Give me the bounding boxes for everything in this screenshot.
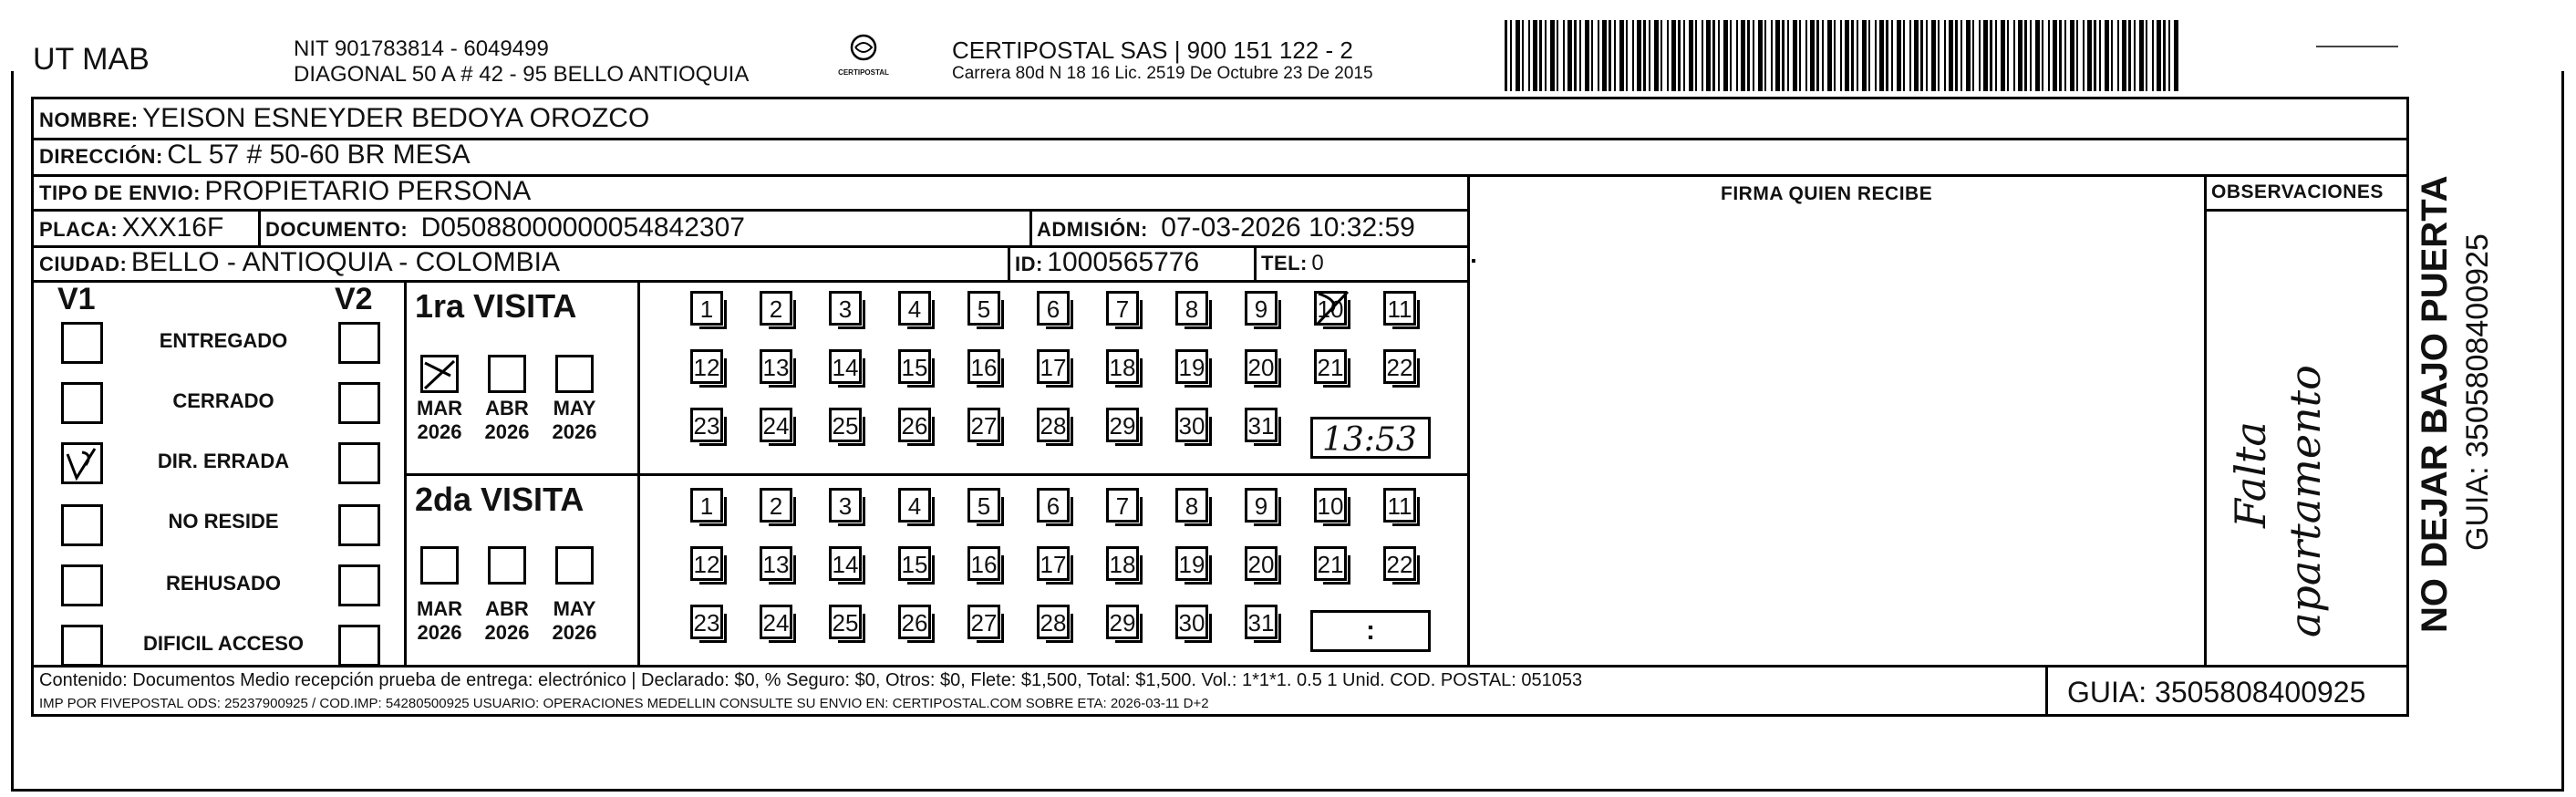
rule [637, 280, 640, 665]
v2-label: V2 [335, 282, 373, 316]
visita1-month-abr-box[interactable] [488, 355, 526, 393]
direccion-label: DIRECCIÓN: [39, 145, 163, 168]
status-no-reside: NO RESIDE [168, 510, 279, 533]
side-guia: GUIA: 3505808400925 [2460, 233, 2495, 551]
visita1-month-may: MAY 2026 [552, 397, 597, 443]
visita2-day-29[interactable]: 29 [1106, 605, 1139, 639]
logo-icon [845, 33, 882, 64]
side-warning: NO DEJAR BAJO PUERTA [2415, 175, 2455, 633]
visita1-time-box[interactable] [1310, 417, 1431, 459]
top-right-dash [2316, 46, 2398, 47]
visita2-day-14[interactable]: 14 [829, 546, 862, 581]
rule [1008, 245, 1010, 280]
handwritten-note-1: Falta [2226, 421, 2275, 528]
nombre-label: NOMBRE: [39, 109, 139, 131]
firma-label: FIRMA QUIEN RECIBE [1721, 183, 1933, 204]
admision-label: ADMISIÓN: [1037, 218, 1148, 241]
visita2-month-may: MAY 2026 [552, 597, 597, 644]
observaciones-label: OBSERVACIONES [2211, 181, 2384, 202]
visita2-day-21[interactable]: 21 [1314, 546, 1347, 581]
visita1-month-mar-box[interactable] [420, 355, 459, 393]
status-entregado: ENTREGADO [159, 329, 288, 352]
check-mark-icon [64, 445, 100, 481]
visita1-day-13[interactable]: 13 [760, 349, 792, 384]
visita2-day-20[interactable]: 20 [1245, 546, 1278, 581]
rule [34, 209, 1469, 212]
documento-row [265, 212, 745, 243]
id-label: ID: [1015, 253, 1043, 275]
status-cerrado: CERRADO [172, 389, 274, 412]
visita2-day-28[interactable]: 28 [1037, 605, 1070, 639]
visita1-day-5[interactable]: 5 [967, 291, 1000, 326]
visita2-day-9[interactable]: 9 [1245, 488, 1278, 523]
tipo-row [39, 176, 531, 207]
visita1-day-1[interactable]: 1 [690, 291, 723, 326]
visita2-day-12[interactable]: 12 [690, 546, 723, 581]
visita2-day-27[interactable]: 27 [967, 605, 1000, 639]
placa-row [39, 212, 223, 243]
nombre-row [39, 103, 649, 134]
visita2-day-13[interactable]: 13 [760, 546, 792, 581]
visita2-day-5[interactable]: 5 [967, 488, 1000, 523]
visita1-day-24[interactable]: 24 [760, 408, 792, 442]
direccion-value: CL 57 # 50-60 BR MESA [167, 140, 471, 170]
visita2-day-30[interactable]: 30 [1175, 605, 1208, 639]
documento-label: DOCUMENTO: [265, 218, 409, 241]
visita2-title: 2da VISITA [415, 481, 585, 518]
tel-label: TEL: [1261, 252, 1308, 274]
visita1-day-14[interactable]: 14 [829, 349, 862, 384]
visita1-month-mar: MAR 2026 [416, 397, 463, 443]
rule [2204, 174, 2207, 665]
visita1-day-31[interactable]: 31 [1245, 408, 1278, 442]
visita2-day-18[interactable]: 18 [1106, 546, 1139, 581]
tel-value: 0 [1311, 251, 1324, 275]
id-value: 1000565776 [1047, 247, 1200, 277]
rule [34, 280, 1469, 283]
visita2-day-1[interactable]: 1 [690, 488, 723, 523]
v2-checkbox-no-reside[interactable] [338, 504, 380, 546]
shipping-form [31, 97, 2409, 717]
visita2-time-box[interactable] [1310, 610, 1431, 652]
ciudad-value: BELLO - ANTIOQUIA - COLOMBIA [130, 247, 560, 277]
tipo-value: PROPIETARIO PERSONA [204, 176, 532, 206]
direccion-row [39, 140, 471, 171]
tel-row [1261, 251, 1324, 276]
visita1-day-18[interactable]: 18 [1106, 349, 1139, 384]
id-row [1015, 247, 1199, 278]
rule [34, 665, 2406, 668]
v1-checkbox-dir-errada[interactable] [61, 442, 103, 484]
v2-checkbox-cerrado[interactable] [338, 382, 380, 424]
visita1-day-30[interactable]: 30 [1175, 408, 1208, 442]
footer-imp: IMP POR FIVEPOSTAL ODS: 25237900925 / COD.IMP: 54280500925 USUARIO: OPERACIONES MEDELLIN CONSULTE SU ENVIO EN: CERTIPOSTAL.COM SOBRE ETA: 2026-03-11 D+2 [39, 696, 1209, 711]
v1-checkbox-entregado[interactable] [61, 322, 103, 364]
visita1-day-10[interactable]: 10 [1314, 291, 1347, 326]
v2-checkbox-dificil-acceso[interactable] [338, 625, 380, 667]
visita1-day-16[interactable]: 16 [967, 349, 1000, 384]
carrier-license: Carrera 80d N 18 16 Lic. 2519 De Octubre 23 De 2015 [952, 64, 1373, 83]
visita2-day-2[interactable]: 2 [760, 488, 792, 523]
cross-mark-icon [1313, 288, 1353, 330]
visita2-day-3[interactable]: 3 [829, 488, 862, 523]
placa-value: XXX16F [121, 212, 224, 243]
status-rehusado: REHUSADO [166, 572, 281, 595]
visita2-day-24[interactable]: 24 [760, 605, 792, 639]
visita1-day-11[interactable]: 11 [1383, 291, 1416, 326]
visita2-month-mar-box[interactable] [420, 546, 459, 585]
admision-value: 07-03-2026 10:32:59 [1161, 212, 1415, 243]
footer-guia: GUIA: 3505808400925 [2067, 676, 2366, 709]
placa-label: PLACA: [39, 218, 119, 241]
side-mark [1472, 259, 1475, 263]
rule [1254, 245, 1257, 280]
v2-checkbox-entregado[interactable] [338, 322, 380, 364]
visita1-day-7[interactable]: 7 [1106, 291, 1139, 326]
visita1-day-4[interactable]: 4 [898, 291, 931, 326]
visita1-day-19[interactable]: 19 [1175, 349, 1208, 384]
visita2-day-4[interactable]: 4 [898, 488, 931, 523]
visita1-day-2[interactable]: 2 [760, 291, 792, 326]
rule [404, 280, 407, 665]
visita1-day-23[interactable]: 23 [690, 408, 723, 442]
nit-line: NIT 901783814 - 6049499 [294, 36, 549, 61]
visita1-title: 1ra VISITA [415, 287, 577, 325]
visita1-day-28[interactable]: 28 [1037, 408, 1070, 442]
firma-area[interactable] [1471, 209, 2200, 663]
footer-contenido: Contenido: Documentos Medio recepción prueba de entrega: electrónico | Declarado: $0, % Seguro: $0, Otros: $0, Flete: $1,500, Total: $1,500. Vol.: 1*1*1. 0.5 1 Unid. COD. POSTAL: 051053 [39, 670, 1583, 690]
visita2-day-25[interactable]: 25 [829, 605, 862, 639]
visita1-day-17[interactable]: 17 [1037, 349, 1070, 384]
check-mark-icon [423, 357, 456, 390]
visita1-month-may-box[interactable] [555, 355, 594, 393]
visita1-day-22[interactable]: 22 [1383, 349, 1416, 384]
logo-text: CERTIPOSTAL [838, 68, 889, 77]
visita1-day-26[interactable]: 26 [898, 408, 931, 442]
nombre-value: YEISON ESNEYDER BEDOYA OROZCO [142, 103, 650, 133]
visita1-day-21[interactable]: 21 [1314, 349, 1347, 384]
visita2-day-10[interactable]: 10 [1314, 488, 1347, 523]
visita1-day-29[interactable]: 29 [1106, 408, 1139, 442]
visita2-day-23[interactable]: 23 [690, 605, 723, 639]
visita2-day-22[interactable]: 22 [1383, 546, 1416, 581]
carrier-name: CERTIPOSTAL SAS | 900 151 122 - 2 [952, 36, 1353, 64]
visita2-time: : [1366, 616, 1375, 646]
visita2-month-mar: MAR 2026 [416, 597, 463, 644]
visita2-day-31[interactable]: 31 [1245, 605, 1278, 639]
v1-label: V1 [57, 282, 96, 316]
status-dificil-acceso: DIFICIL ACCESO [142, 632, 304, 655]
visita2-day-7[interactable]: 7 [1106, 488, 1139, 523]
v1-checkbox-rehusado[interactable] [61, 564, 103, 606]
visita1-day-12[interactable]: 12 [690, 349, 723, 384]
visita1-day-27[interactable]: 27 [967, 408, 1000, 442]
visita1-day-9[interactable]: 9 [1245, 291, 1278, 326]
rule [258, 209, 261, 245]
visita1-time: 13:53 [1322, 421, 1417, 459]
rule [2045, 665, 2048, 714]
ciudad-row [39, 247, 560, 278]
v2-checkbox-dir-errada[interactable] [338, 442, 380, 484]
company-name: UT MAB [33, 42, 150, 77]
rule [2204, 209, 2406, 212]
visita2-month-may-box[interactable] [555, 546, 594, 585]
sender-address: DIAGONAL 50 A # 42 - 95 BELLO ANTIOQUIA [294, 62, 750, 87]
tipo-label: TIPO DE ENVIO: [39, 181, 201, 204]
visita2-day-6[interactable]: 6 [1037, 488, 1070, 523]
visita2-day-11[interactable]: 11 [1383, 488, 1416, 523]
visita1-day-15[interactable]: 15 [898, 349, 931, 384]
handwritten-note-2: apartamento [2281, 365, 2330, 637]
visita1-day-20[interactable]: 20 [1245, 349, 1278, 384]
visita2-day-16[interactable]: 16 [967, 546, 1000, 581]
rule [1467, 174, 1470, 665]
v1-checkbox-no-reside[interactable] [61, 504, 103, 546]
visita2-day-17[interactable]: 17 [1037, 546, 1070, 581]
admision-row [1037, 212, 1415, 243]
visita1-month-abr: ABR 2026 [484, 397, 530, 443]
v2-checkbox-rehusado[interactable] [338, 564, 380, 606]
visita1-day-3[interactable]: 3 [829, 291, 862, 326]
rule [1029, 209, 1032, 245]
rule [404, 473, 1469, 476]
ciudad-label: CIUDAD: [39, 253, 128, 275]
visita2-month-abr: ABR 2026 [484, 597, 530, 644]
visita2-day-26[interactable]: 26 [898, 605, 931, 639]
visita1-day-25[interactable]: 25 [829, 408, 862, 442]
visita2-day-19[interactable]: 19 [1175, 546, 1208, 581]
observaciones-handwriting [2226, 227, 2381, 656]
visita2-day-15[interactable]: 15 [898, 546, 931, 581]
visita1-day-8[interactable]: 8 [1175, 291, 1208, 326]
visita1-day-6[interactable]: 6 [1037, 291, 1070, 326]
v1-checkbox-dificil-acceso[interactable] [61, 625, 103, 667]
visita2-day-8[interactable]: 8 [1175, 488, 1208, 523]
documento-value: D05088000000054842307 [420, 212, 745, 243]
v1-checkbox-cerrado[interactable] [61, 382, 103, 424]
visita2-month-abr-box[interactable] [488, 546, 526, 585]
status-dir-errada: DIR. ERRADA [157, 450, 290, 472]
